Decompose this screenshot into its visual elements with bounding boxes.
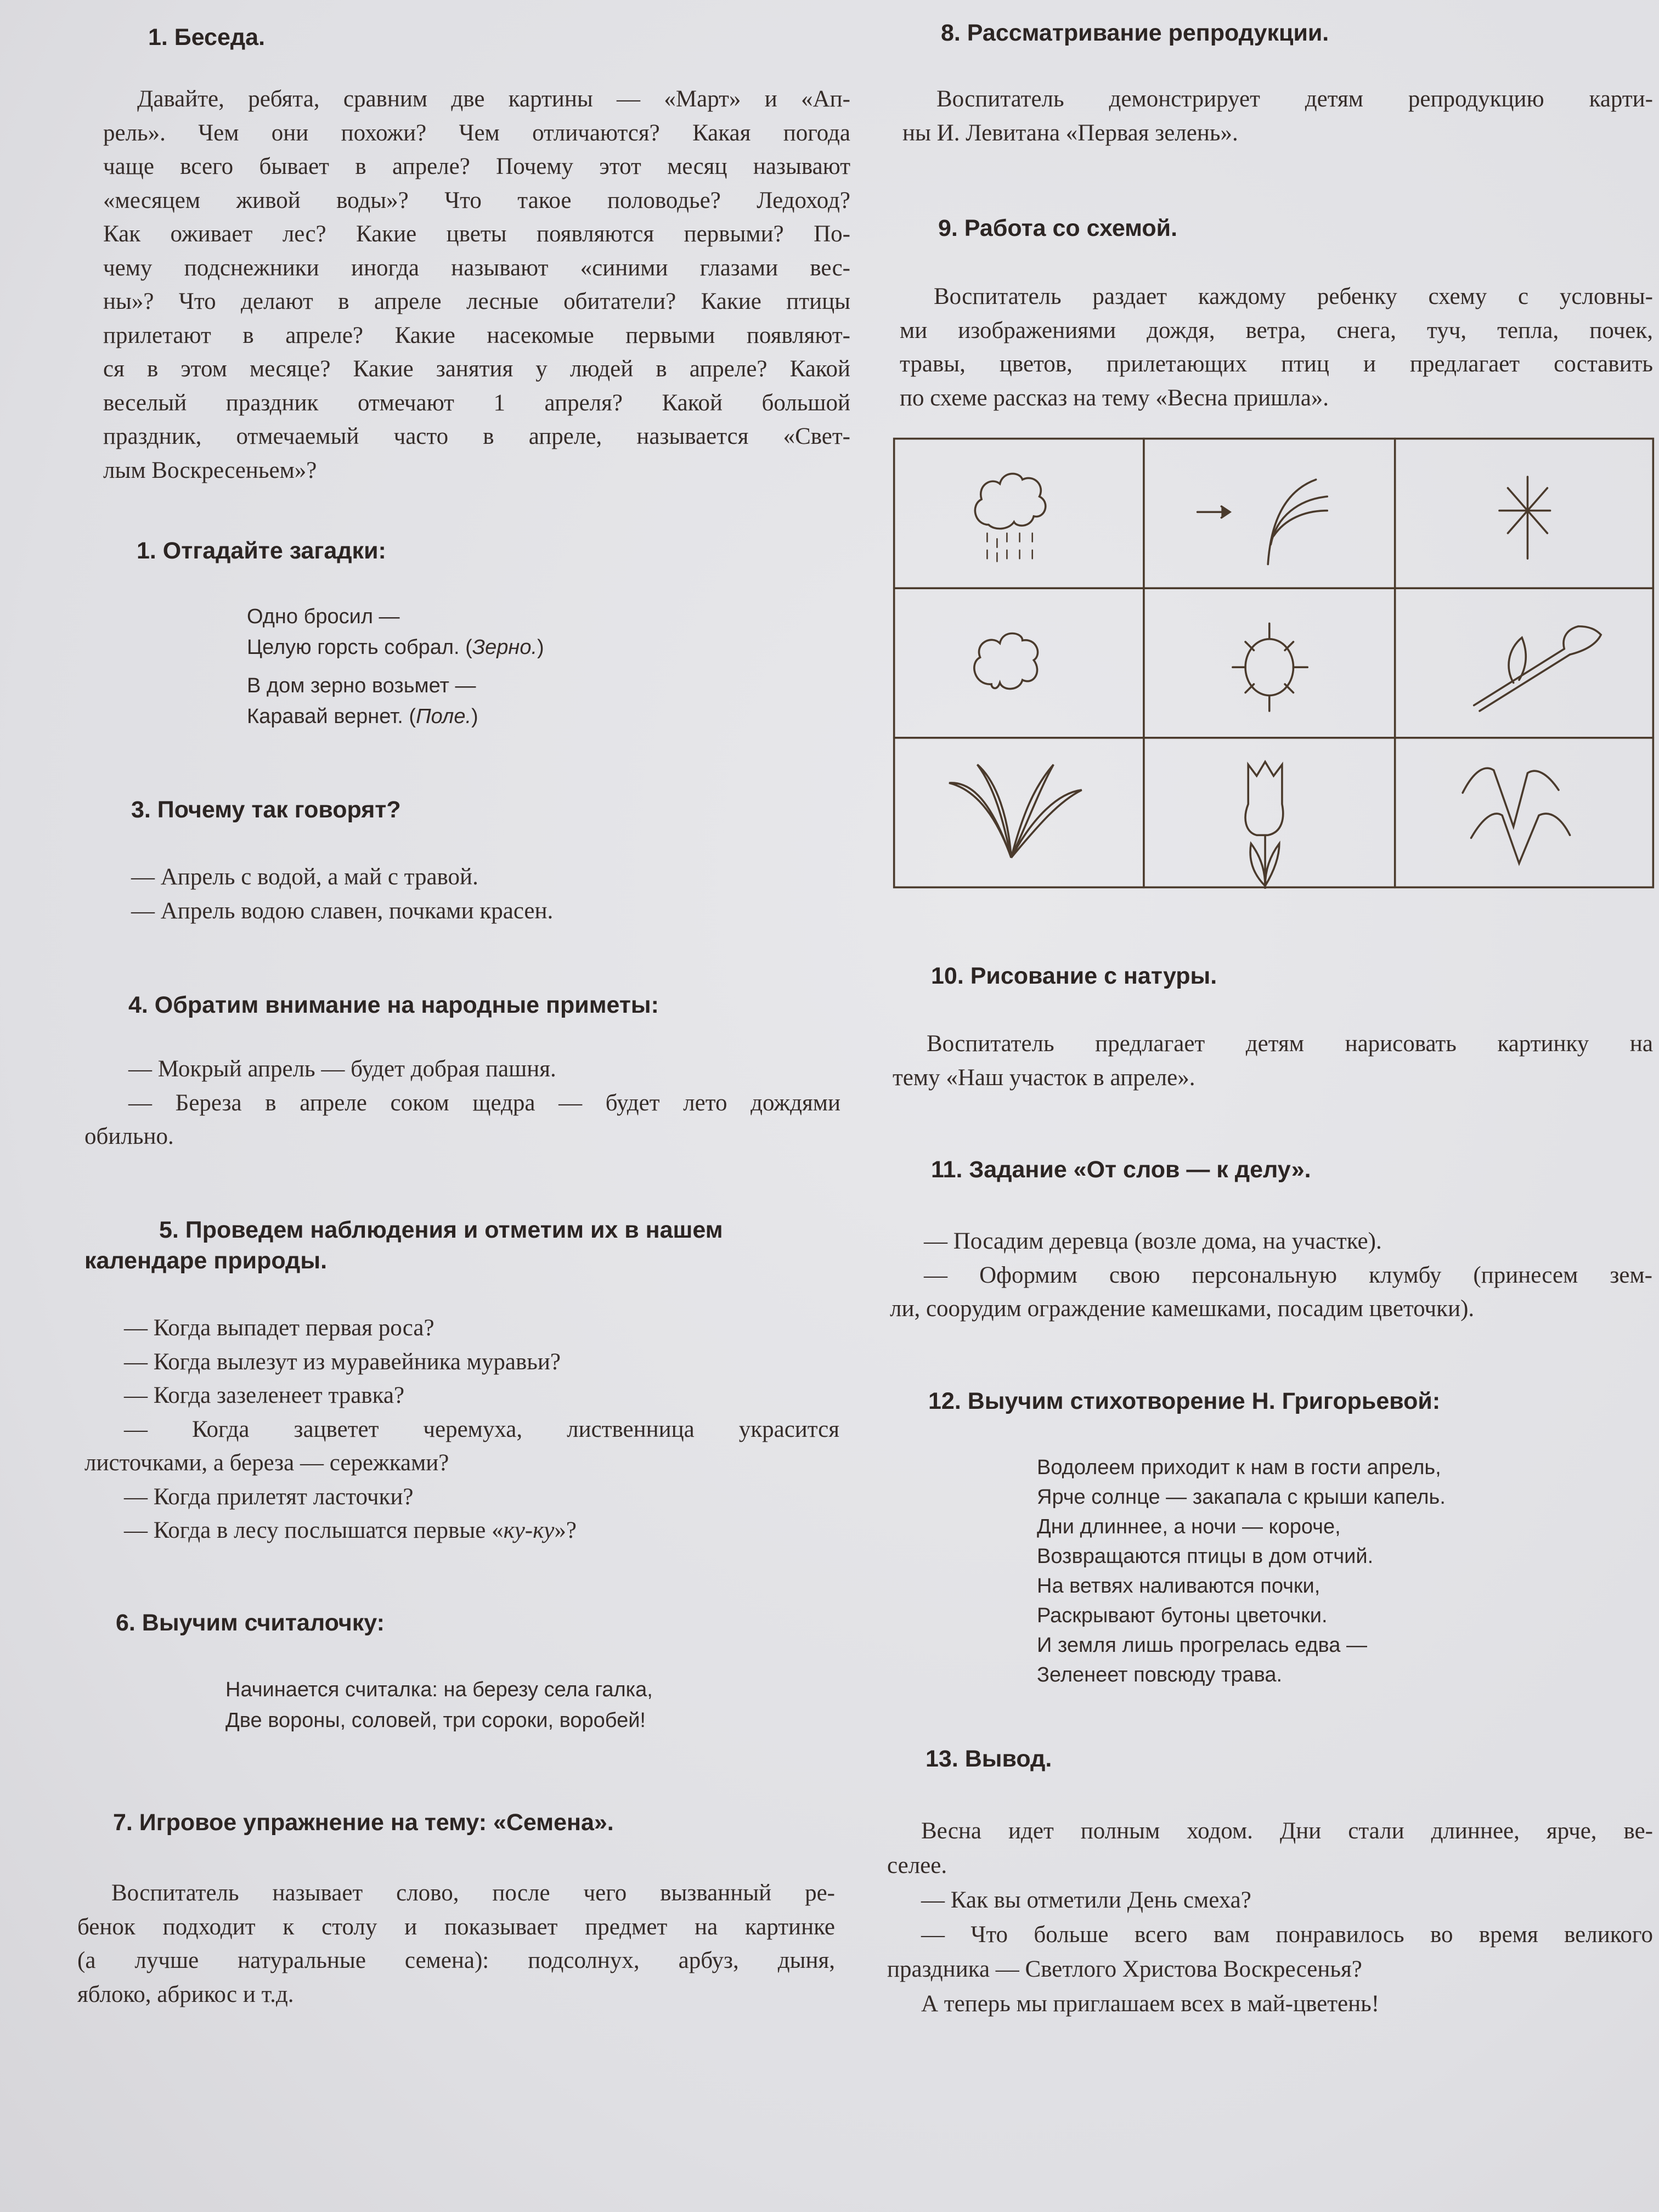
question: — Когда зазеленеет травка? <box>124 1383 405 1408</box>
scheme-grid <box>893 437 1655 889</box>
bud-icon <box>1474 627 1601 711</box>
task-line: ли, соорудим ограждение камешками, посадим цветочки). <box>890 1296 1475 1322</box>
question: — Когда выпадет первая роса? <box>124 1315 435 1341</box>
poem-line: Дни длиннее, а ночи — короче, <box>1037 1515 1341 1538</box>
grass-icon <box>949 765 1082 858</box>
poem-line: Ярче солнце — закапала с крыши капель. <box>1037 1486 1446 1509</box>
section-7-paragraph <box>77 1876 835 2011</box>
section-9-paragraph <box>900 280 1653 415</box>
text-line: травы, цветов, прилетающих птиц и предлагает составить <box>900 351 1653 377</box>
text-line: по схеме рассказ на тему «Весна пришла». <box>900 385 1329 411</box>
rain-cloud-icon <box>975 473 1045 561</box>
section-5-heading: 5. Проведем наблюдения и отметим их в нашем <box>159 1217 723 1243</box>
text-line: ся в этом месяце? Какие занятия у людей в апреле? Какой <box>103 356 850 382</box>
text-line: селее. <box>887 1853 947 1878</box>
riddle-answer: Зерно. <box>472 636 538 659</box>
section-11-tasks <box>890 1224 1652 1326</box>
section-3-heading: 3. Почему так говорят? <box>131 797 401 823</box>
section-10-paragraph <box>893 1027 1653 1094</box>
poem-line: На ветвях наливаются почки, <box>1037 1575 1321 1598</box>
riddle-answer: Поле. <box>416 705 472 728</box>
tulip-icon <box>1245 762 1283 889</box>
text-line: праздник, отмечаемый часто в апреле, называется «Свет- <box>103 424 850 449</box>
saying: — Апрель с водой, а май с травой. <box>131 864 478 890</box>
text-line: рель». Чем они похожи? Чем отличаются? Какая погода <box>103 120 850 146</box>
riddle-text: Каравай вернет. ( <box>247 705 416 728</box>
poem <box>1037 1453 1446 1690</box>
poem-line: И земля лишь прогрелась едва — <box>1037 1634 1367 1657</box>
section-5-questions <box>84 1311 839 1548</box>
section-8-paragraph <box>902 82 1653 150</box>
section-9-heading: 9. Работа со схемой. <box>938 215 1178 241</box>
section-7-heading: 7. Игровое упражнение на тему: «Семена». <box>113 1809 614 1836</box>
question-end: »? <box>554 1517 577 1543</box>
text-line: Весна идет полным ходом. Дни стали длиннее, ярче, ве- <box>921 1818 1653 1844</box>
text-line: бенок подходит к столу и показывает предмет на картинке <box>77 1914 835 1940</box>
text-line: Воспитатель предлагает детям нарисовать картинку на <box>927 1031 1653 1057</box>
riddle-line: В дом зерно возьмет — <box>247 674 476 697</box>
text-line: (а лучше натуральные семена): подсолнух, арбуз, дыня, <box>77 1948 835 1973</box>
section-5-heading-cont: календаре природы. <box>84 1248 328 1274</box>
question: — Когда вылезут из муравейника муравьи? <box>124 1348 561 1375</box>
text-line: ми изображениями дождя, ветра, снега, туч, тепла, почек, <box>900 317 1653 343</box>
riddle-line <box>247 701 544 732</box>
text-line: Воспитатель демонстрирует детям репродукцию карти- <box>936 86 1653 112</box>
section-2-heading: 1. Отгадайте загадки: <box>137 538 386 564</box>
section-12-heading: 12. Выучим стихотворение Н. Григорьевой: <box>928 1388 1441 1414</box>
section-13-heading: 13. Вывод. <box>926 1746 1052 1772</box>
riddle-paren: ) <box>471 705 478 728</box>
grid-lines <box>894 439 1654 888</box>
text-line: веселый праздник отмечают 1 апреля? Какой большой <box>103 390 850 416</box>
text-line: Воспитатель называет слово, после чего вызванный ре- <box>111 1880 835 1906</box>
text-line: лым Воскресеньем»? <box>103 457 317 483</box>
riddles <box>247 601 544 732</box>
cloud-icon <box>974 633 1038 689</box>
section-6-heading: 6. Выучим считалочку: <box>116 1610 385 1636</box>
riddle-line <box>247 632 544 663</box>
question: — Когда прилетят ласточки? <box>124 1483 414 1510</box>
section-13-paragraph <box>887 1814 1653 2021</box>
riddle-line: Одно бросил — <box>247 605 400 628</box>
sign: обильно. <box>84 1124 174 1149</box>
sign: — Мокрый апрель — будет добрая пашня. <box>128 1056 556 1082</box>
section-4-heading: 4. Обратим внимание на народные приметы: <box>128 992 659 1018</box>
text-line: Давайте, ребята, сравним две картины — «Март» и «Ап- <box>137 86 850 112</box>
counting-rhyme <box>225 1674 653 1736</box>
section-11-heading: 11. Задание «От слов — к делу». <box>931 1156 1311 1183</box>
text-line: А теперь мы приглашаем всех в май-цветень! <box>921 1991 1380 2017</box>
rhyme-line: Начинается считалка: на березу села галка, <box>225 1678 653 1701</box>
text-line: ны»? Что делают в апреле лесные обитатели? Какие птицы <box>103 289 850 314</box>
task-line: — Посадим деревца (возле дома, на участке). <box>924 1228 1382 1254</box>
section-1-heading: 1. Беседа. <box>148 24 266 50</box>
text-line: чему подснежники иногда называют «синими глазами вес- <box>103 255 850 281</box>
poem-line: Зеленеет повсюду трава. <box>1037 1663 1283 1686</box>
text-line: Как оживает лес? Какие цветы появляются первыми? По- <box>103 221 850 247</box>
text-line: яблоко, абрикос и т.д. <box>77 1981 294 2007</box>
riddle-paren: ) <box>537 636 544 659</box>
rhyme-line: Две вороны, соловей, три сороки, воробей! <box>225 1709 646 1732</box>
section-10-heading: 10. Рисование с натуры. <box>931 963 1217 989</box>
text-line: «месяцем живой воды»? Что такое половодье? Ледоход? <box>103 187 850 213</box>
text-line: Воспитатель раздает каждому ребенку схему с условны- <box>934 284 1653 309</box>
wind-icon <box>1198 479 1328 564</box>
text-line: тему «Наш участок в апреле». <box>893 1064 1195 1091</box>
poem-line: Водолеем приходит к нам в гости апрель, <box>1037 1456 1441 1479</box>
question: — Когда зацветет черемуха, лиственница украсится <box>124 1416 839 1442</box>
text-line: — Что больше всего вам понравилось во время великого <box>921 1922 1653 1948</box>
riddle-text: Целую горсть собрал. ( <box>247 636 472 659</box>
task-line: — Оформим свою персональную клумбу (принесем зем- <box>924 1262 1652 1288</box>
section-3-sayings <box>131 860 553 928</box>
question <box>84 1514 839 1548</box>
snowflake-icon <box>1499 477 1550 558</box>
sign: — Береза в апреле соком щедра — будет лето дождями <box>128 1090 840 1116</box>
text-line: праздника — Светлого Христова Воскресенья? <box>887 1956 1362 1982</box>
text-line: ны И. Левитана «Первая зелень». <box>902 120 1238 146</box>
question-text: — Когда в лесу послышатся первые « <box>124 1517 504 1543</box>
poem-line: Раскрывают бутоны цветочки. <box>1037 1604 1328 1627</box>
section-1-paragraph <box>103 82 850 487</box>
section-4-signs <box>84 1052 840 1154</box>
text-line: чаще всего бывает в апреле? Почему этот месяц называют <box>103 154 850 179</box>
text-line: — Как вы отметили День смеха? <box>921 1887 1251 1913</box>
text-line: прилетают в апреле? Какие насекомые первыми появляют- <box>103 322 850 348</box>
saying: — Апрель водою славен, почками красен. <box>131 898 554 924</box>
sun-icon <box>1233 623 1307 710</box>
birds-icon <box>1463 768 1570 863</box>
section-8-heading: 8. Рассматривание репродукции. <box>941 20 1329 46</box>
question-italic: ку-ку <box>503 1517 555 1543</box>
question: листочками, а береза — сережками? <box>84 1450 449 1476</box>
poem-line: Возвращаются птицы в дом отчий. <box>1037 1545 1374 1568</box>
